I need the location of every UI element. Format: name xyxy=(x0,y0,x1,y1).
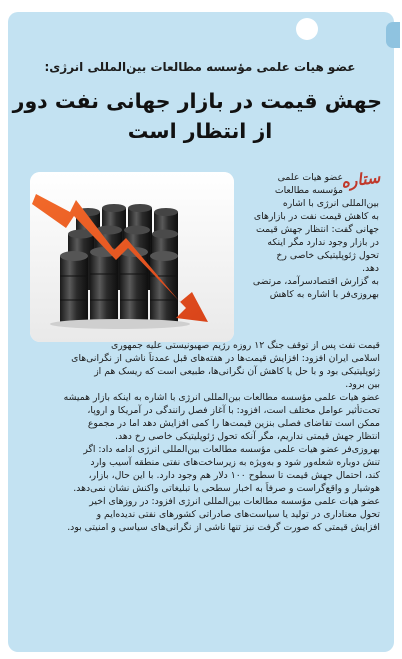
text-line: عضو هیات علمی مؤسسه مطالعات بین‌المللی انرژی افزود: در روزهای اخیر xyxy=(89,496,380,507)
text-line: ممکن است تقاضای فصلی بنزین قیمت‌ها را کمی افزایش دهد اما در مجموع xyxy=(87,418,380,429)
text-line: بهروزی‌فر عضو هیات علمی مؤسسه مطالعات بین‌المللی انرژی ادامه داد: اگر xyxy=(83,444,380,455)
text-line: بین‌المللی انرژی با اشاره xyxy=(282,198,379,209)
text-line: به کاهش قیمت نفت در بازارهای xyxy=(253,211,379,222)
text-line: افزایش قیمتی که صورت گرفت نیز تنها ناشی از نگرانی‌های سیاسی و امنیتی بود. xyxy=(67,522,380,533)
article-headline xyxy=(12,86,382,146)
article-column-text xyxy=(239,171,379,301)
text-line: مؤسسه مطالعات xyxy=(274,185,343,196)
text-line: کند، احتمال جهش قیمت تا سطوح ۱۰۰ دلار هم وجود دارد. با این حال، بازار، xyxy=(88,470,380,481)
text-line: تنش دوباره شعله‌ور شود و به‌ویژه به زیرساخت‌های نفتی منطقه آسیب وارد xyxy=(90,457,380,468)
text-line: انتظار جهش قیمتی نداریم، مگر آنکه تحول ژئوپلیتیکی خاصی رخ دهد. xyxy=(115,431,380,442)
text-line: تحت‌تأثیر عوامل مختلف است، افزود: با آغاز فصل رانندگی در آمریکا و اروپا، xyxy=(87,405,380,416)
text-line: تحول ژئوپلیتیکی خاصی رخ xyxy=(276,250,379,261)
text-line: هوشیار و واقع‌گراست و صرفاً به اخبار سطحی یا تبلیغاتی واکنش نشان نمی‌دهد. xyxy=(73,483,380,494)
side-tab xyxy=(386,22,400,48)
article-panel xyxy=(8,12,394,652)
headline-line-1: جهش قیمت در بازار جهانی نفت دور xyxy=(12,89,382,113)
text-line: در بازار وجود ندارد مگر اینکه xyxy=(267,237,379,248)
text-line: بهروزی‌فر با اشاره به کاهش xyxy=(269,289,379,300)
decorative-circle xyxy=(296,18,318,40)
text-line: عضو هیات علمی xyxy=(277,172,343,183)
oil-barrels-photo xyxy=(30,172,234,342)
text-line: جهانی گفت: انتظار جهش قیمت xyxy=(256,224,379,235)
article-kicker: عضو هیات علمی مؤسسه مطالعات بین‌المللی انرژی: xyxy=(44,60,356,74)
text-line: عضو هیات علمی مؤسسه مطالعات بین‌المللی انرژی با اشاره به اینکه بازار همیشه xyxy=(63,392,380,403)
headline-line-2: از انتظار است xyxy=(127,119,273,143)
text-line: ژئوپلیتیکی بود و با حل یا کاهش آن نگرانی‌ها، طبیعی است که ریسک هم از xyxy=(94,366,380,377)
article-body-text xyxy=(28,339,380,534)
text-line: تحول معناداری در تولید یا سیاست‌های صادراتی کشورهای نفتی ندیده‌ایم و xyxy=(96,509,380,520)
text-line: به گزارش اقتصادسرآمد، مرتضی xyxy=(252,276,379,287)
brand-logo: ستاره xyxy=(339,167,382,192)
oil-barrels-image xyxy=(30,172,234,342)
text-line: بین برود. xyxy=(345,379,380,390)
text-line: اسلامی ایران افزود: افزایش قیمت‌ها در هفته‌های قبل عمدتاً ناشی از نگرانی‌های xyxy=(71,353,380,364)
text-line: قیمت نفت پس از توقف جنگ ۱۲ روزه رژیم صهیونیستی علیه جمهوری xyxy=(110,340,380,351)
text-line: دهد. xyxy=(362,263,379,274)
